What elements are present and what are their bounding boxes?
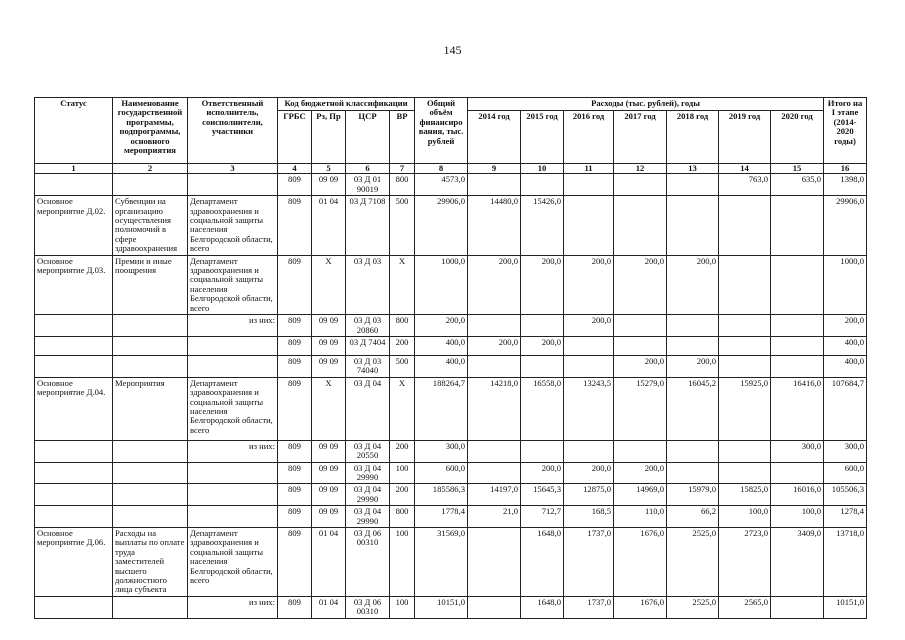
vr-cell: 200 (390, 336, 415, 355)
name-cell: Премии и иные поощрения (113, 255, 188, 314)
header-year-2014: 2014 год (468, 111, 521, 164)
executor-cell (188, 506, 278, 528)
grbs-cell: 809 (278, 506, 312, 528)
year-2016-cell (564, 174, 614, 196)
year-2014-cell: 14197,0 (468, 484, 521, 506)
executor-cell: Департамент здравоохранения и социальной защиты населения Белгородской области, всего (188, 196, 278, 255)
year-2017-cell: 1676,0 (614, 527, 667, 596)
year-2019-cell (719, 440, 771, 462)
status-cell (35, 355, 113, 377)
name-cell (113, 174, 188, 196)
rzpr-cell: 09 09 (312, 462, 346, 484)
column-number: 11 (564, 164, 614, 174)
year-2016-cell (564, 355, 614, 377)
header-year-2016: 2016 год (564, 111, 614, 164)
year-2016-cell: 1737,0 (564, 527, 614, 596)
total-cell: 31569,0 (415, 527, 468, 596)
header-expenses: Расходы (тыс. рублей), годы (468, 98, 824, 111)
year-2014-cell: 200,0 (468, 255, 521, 314)
stage-total-cell: 1278,4 (824, 506, 867, 528)
year-2017-cell (614, 196, 667, 255)
year-2018-cell: 66,2 (667, 506, 719, 528)
header-budget-code: Код бюджетной классификации (278, 98, 415, 111)
table-row (35, 315, 867, 337)
year-2014-cell (468, 440, 521, 462)
year-2018-cell (667, 462, 719, 484)
status-cell (35, 596, 113, 618)
year-2017-cell (614, 440, 667, 462)
executor-cell (188, 484, 278, 506)
year-2015-cell (521, 315, 564, 337)
year-2015-cell: 712,7 (521, 506, 564, 528)
table-row (35, 596, 867, 618)
vr-cell: 800 (390, 315, 415, 337)
grbs-cell: 809 (278, 315, 312, 337)
status-cell (35, 506, 113, 528)
rzpr-cell: 09 09 (312, 440, 346, 462)
total-cell: 600,0 (415, 462, 468, 484)
total-cell: 1778,4 (415, 506, 468, 528)
csr-cell: 03 Д 03 20860 (346, 315, 390, 337)
header-year-2017: 2017 год (614, 111, 667, 164)
year-2018-cell (667, 174, 719, 196)
budget-table (34, 97, 867, 619)
name-cell (113, 355, 188, 377)
header-rzpr: Рз, Пр (312, 111, 346, 164)
column-number: 12 (614, 164, 667, 174)
table-row (35, 174, 867, 196)
year-2020-cell: 635,0 (771, 174, 824, 196)
year-2018-cell: 200,0 (667, 255, 719, 314)
header-year-2018: 2018 год (667, 111, 719, 164)
year-2018-cell (667, 315, 719, 337)
csr-cell: 03 Д 7404 (346, 336, 390, 355)
column-number: 7 (390, 164, 415, 174)
stage-total-cell: 1000,0 (824, 255, 867, 314)
year-2019-cell: 100,0 (719, 506, 771, 528)
table-row (35, 355, 867, 377)
year-2019-cell (719, 196, 771, 255)
status-cell (35, 336, 113, 355)
name-cell: Расходы на выплаты по оплате труда заместителей высшего должностного лица субъекта (113, 527, 188, 596)
grbs-cell: 809 (278, 377, 312, 440)
header-vr: ВР (390, 111, 415, 164)
executor-cell (188, 174, 278, 196)
csr-cell: 03 Д 06 00310 (346, 596, 390, 618)
stage-total-cell: 300,0 (824, 440, 867, 462)
year-2019-cell (719, 355, 771, 377)
csr-cell: 03 Д 04 29990 (346, 462, 390, 484)
total-cell: 300,0 (415, 440, 468, 462)
column-number: 15 (771, 164, 824, 174)
column-number: 3 (188, 164, 278, 174)
year-2018-cell (667, 196, 719, 255)
stage-total-cell: 600,0 (824, 462, 867, 484)
column-number: 9 (468, 164, 521, 174)
executor-cell: Департамент здравоохранения и социальной защиты населения Белгородской области, всего (188, 377, 278, 440)
stage-total-cell: 13718,0 (824, 527, 867, 596)
year-2014-cell: 14218,0 (468, 377, 521, 440)
name-cell (113, 336, 188, 355)
year-2020-cell: 16016,0 (771, 484, 824, 506)
year-2020-cell: 3409,0 (771, 527, 824, 596)
year-2015-cell: 200,0 (521, 255, 564, 314)
year-2014-cell: 21,0 (468, 506, 521, 528)
stage-total-cell: 105506,3 (824, 484, 867, 506)
year-2019-cell: 15825,0 (719, 484, 771, 506)
year-2020-cell (771, 255, 824, 314)
year-2017-cell: 110,0 (614, 506, 667, 528)
year-2014-cell: 14480,0 (468, 196, 521, 255)
vr-cell: 200 (390, 484, 415, 506)
rzpr-cell: 09 09 (312, 355, 346, 377)
stage-total-cell: 107684,7 (824, 377, 867, 440)
year-2020-cell: 300,0 (771, 440, 824, 462)
header-grbs: ГРБС (278, 111, 312, 164)
name-cell (113, 506, 188, 528)
grbs-cell: 809 (278, 336, 312, 355)
rzpr-cell: 09 09 (312, 315, 346, 337)
stage-total-cell: 200,0 (824, 315, 867, 337)
executor-cell: Департамент здравоохранения и социальной защиты населения Белгородской области, всего (188, 255, 278, 314)
total-cell: 10151,0 (415, 596, 468, 618)
csr-cell: 03 Д 06 00310 (346, 527, 390, 596)
table-row (35, 377, 867, 440)
year-2017-cell (614, 315, 667, 337)
table-row (35, 527, 867, 596)
year-2014-cell (468, 527, 521, 596)
vr-cell: 500 (390, 355, 415, 377)
year-2015-cell: 15426,0 (521, 196, 564, 255)
total-cell: 400,0 (415, 355, 468, 377)
table-row (35, 506, 867, 528)
grbs-cell: 809 (278, 440, 312, 462)
column-number: 6 (346, 164, 390, 174)
total-cell: 188264,7 (415, 377, 468, 440)
year-2016-cell: 168,5 (564, 506, 614, 528)
status-cell: Основное мероприятие Д.03. (35, 255, 113, 314)
header-row-1 (35, 98, 867, 111)
year-2020-cell (771, 462, 824, 484)
total-cell: 4573,0 (415, 174, 468, 196)
year-2018-cell (667, 336, 719, 355)
rzpr-cell: 09 09 (312, 484, 346, 506)
table-row (35, 196, 867, 255)
csr-cell: 03 Д 7108 (346, 196, 390, 255)
total-cell: 1000,0 (415, 255, 468, 314)
column-number: 13 (667, 164, 719, 174)
year-2014-cell (468, 315, 521, 337)
csr-cell: 03 Д 04 29990 (346, 484, 390, 506)
csr-cell: 03 Д 04 29990 (346, 506, 390, 528)
year-2016-cell: 200,0 (564, 315, 614, 337)
year-2018-cell (667, 440, 719, 462)
rzpr-cell: 09 09 (312, 336, 346, 355)
year-2017-cell: 1676,0 (614, 596, 667, 618)
year-2019-cell (719, 462, 771, 484)
stage-total-cell: 400,0 (824, 355, 867, 377)
year-2017-cell: 200,0 (614, 355, 667, 377)
csr-cell: 03 Д 03 74040 (346, 355, 390, 377)
executor-cell (188, 462, 278, 484)
year-2016-cell (564, 336, 614, 355)
year-2014-cell (468, 174, 521, 196)
year-2014-cell (468, 462, 521, 484)
year-2020-cell (771, 336, 824, 355)
header-stage-total: Итого на I этапе (2014-2020 годы) (824, 98, 867, 164)
year-2017-cell: 14969,0 (614, 484, 667, 506)
vr-cell: 100 (390, 596, 415, 618)
total-cell: 200,0 (415, 315, 468, 337)
year-2018-cell: 15979,0 (667, 484, 719, 506)
year-2020-cell (771, 355, 824, 377)
header-total-volume: Общий объём финансиро вания, тыс. рублей (415, 98, 468, 164)
year-2020-cell: 100,0 (771, 506, 824, 528)
stage-total-cell: 400,0 (824, 336, 867, 355)
table-row (35, 336, 867, 355)
rzpr-cell: 09 09 (312, 174, 346, 196)
year-2015-cell: 200,0 (521, 336, 564, 355)
vr-cell: 100 (390, 462, 415, 484)
status-cell (35, 174, 113, 196)
year-2016-cell: 200,0 (564, 255, 614, 314)
header-year-2020: 2020 год (771, 111, 824, 164)
grbs-cell: 809 (278, 355, 312, 377)
column-number: 14 (719, 164, 771, 174)
year-2015-cell: 1648,0 (521, 596, 564, 618)
name-cell: Субвенции на организацию осуществления полномочий в сфере здравоохранения (113, 196, 188, 255)
column-number: 8 (415, 164, 468, 174)
column-number: 16 (824, 164, 867, 174)
status-cell: Основное мероприятие Д.04. (35, 377, 113, 440)
name-cell (113, 462, 188, 484)
grbs-cell: 809 (278, 255, 312, 314)
year-2014-cell: 200,0 (468, 336, 521, 355)
year-2015-cell: 15645,3 (521, 484, 564, 506)
total-cell: 29906,0 (415, 196, 468, 255)
rzpr-cell: Х (312, 377, 346, 440)
year-2015-cell (521, 174, 564, 196)
year-2017-cell: 15279,0 (614, 377, 667, 440)
year-2015-cell (521, 355, 564, 377)
year-2019-cell: 2565,0 (719, 596, 771, 618)
name-cell (113, 484, 188, 506)
year-2017-cell (614, 336, 667, 355)
year-2016-cell: 12875,0 (564, 484, 614, 506)
status-cell (35, 315, 113, 337)
vr-cell: 100 (390, 527, 415, 596)
name-cell (113, 440, 188, 462)
table-row (35, 484, 867, 506)
year-2019-cell: 2723,0 (719, 527, 771, 596)
grbs-cell: 809 (278, 462, 312, 484)
grbs-cell: 809 (278, 196, 312, 255)
executor-cell (188, 336, 278, 355)
name-cell: Мероприятия (113, 377, 188, 440)
year-2016-cell (564, 196, 614, 255)
csr-cell: 03 Д 01 90019 (346, 174, 390, 196)
year-2016-cell: 13243,5 (564, 377, 614, 440)
year-2016-cell: 1737,0 (564, 596, 614, 618)
vr-cell: 800 (390, 506, 415, 528)
year-2017-cell (614, 174, 667, 196)
rzpr-cell: 01 04 (312, 196, 346, 255)
status-cell: Основное мероприятие Д.06. (35, 527, 113, 596)
vr-cell: Х (390, 377, 415, 440)
year-2019-cell (719, 315, 771, 337)
header-executor: Ответственный исполнитель, соисполнители, участники (188, 98, 278, 164)
total-cell: 185586,3 (415, 484, 468, 506)
column-number: 10 (521, 164, 564, 174)
column-number: 1 (35, 164, 113, 174)
vr-cell: 800 (390, 174, 415, 196)
rzpr-cell: Х (312, 255, 346, 314)
year-2020-cell: 16416,0 (771, 377, 824, 440)
year-2018-cell: 200,0 (667, 355, 719, 377)
year-2017-cell: 200,0 (614, 462, 667, 484)
column-number: 2 (113, 164, 188, 174)
year-2014-cell (468, 596, 521, 618)
header-status: Статус (35, 98, 113, 164)
year-2016-cell: 200,0 (564, 462, 614, 484)
year-2020-cell (771, 596, 824, 618)
table-row (35, 440, 867, 462)
year-2015-cell (521, 440, 564, 462)
stage-total-cell: 1398,0 (824, 174, 867, 196)
year-2019-cell: 15925,0 (719, 377, 771, 440)
year-2017-cell: 200,0 (614, 255, 667, 314)
csr-cell: 03 Д 03 (346, 255, 390, 314)
vr-cell: 500 (390, 196, 415, 255)
header-csr: ЦСР (346, 111, 390, 164)
year-2020-cell (771, 315, 824, 337)
grbs-cell: 809 (278, 527, 312, 596)
year-2015-cell: 1648,0 (521, 527, 564, 596)
year-2019-cell: 763,0 (719, 174, 771, 196)
year-2018-cell: 2525,0 (667, 527, 719, 596)
year-2014-cell (468, 355, 521, 377)
year-2015-cell: 200,0 (521, 462, 564, 484)
table-row (35, 462, 867, 484)
csr-cell: 03 Д 04 (346, 377, 390, 440)
header-name: Наименование государственной программы, подпрограммы, основного мероприятия (113, 98, 188, 164)
column-numbers-row (35, 164, 867, 174)
name-cell (113, 315, 188, 337)
column-number: 5 (312, 164, 346, 174)
csr-cell: 03 Д 04 20550 (346, 440, 390, 462)
status-cell: Основное мероприятие Д.02. (35, 196, 113, 255)
status-cell (35, 440, 113, 462)
grbs-cell: 809 (278, 596, 312, 618)
year-2016-cell (564, 440, 614, 462)
year-2018-cell: 16045,2 (667, 377, 719, 440)
grbs-cell: 809 (278, 174, 312, 196)
grbs-cell: 809 (278, 484, 312, 506)
status-cell (35, 484, 113, 506)
executor-cell: из них: (188, 315, 278, 337)
name-cell (113, 596, 188, 618)
executor-cell: Департамент здравоохранения и социальной защиты населения Белгородской области, всего (188, 527, 278, 596)
executor-cell (188, 355, 278, 377)
header-year-2019: 2019 год (719, 111, 771, 164)
column-number: 4 (278, 164, 312, 174)
header-year-2015: 2015 год (521, 111, 564, 164)
year-2020-cell (771, 196, 824, 255)
executor-cell: из них: (188, 440, 278, 462)
year-2015-cell: 16558,0 (521, 377, 564, 440)
stage-total-cell: 10151,0 (824, 596, 867, 618)
page-number: 145 (443, 43, 462, 57)
rzpr-cell: 01 04 (312, 527, 346, 596)
year-2019-cell (719, 336, 771, 355)
vr-cell: 200 (390, 440, 415, 462)
status-cell (35, 462, 113, 484)
rzpr-cell: 09 09 (312, 506, 346, 528)
total-cell: 400,0 (415, 336, 468, 355)
rzpr-cell: 01 04 (312, 596, 346, 618)
year-2019-cell (719, 255, 771, 314)
year-2018-cell: 2525,0 (667, 596, 719, 618)
table-row (35, 255, 867, 314)
stage-total-cell: 29906,0 (824, 196, 867, 255)
executor-cell: из них: (188, 596, 278, 618)
vr-cell: Х (390, 255, 415, 314)
